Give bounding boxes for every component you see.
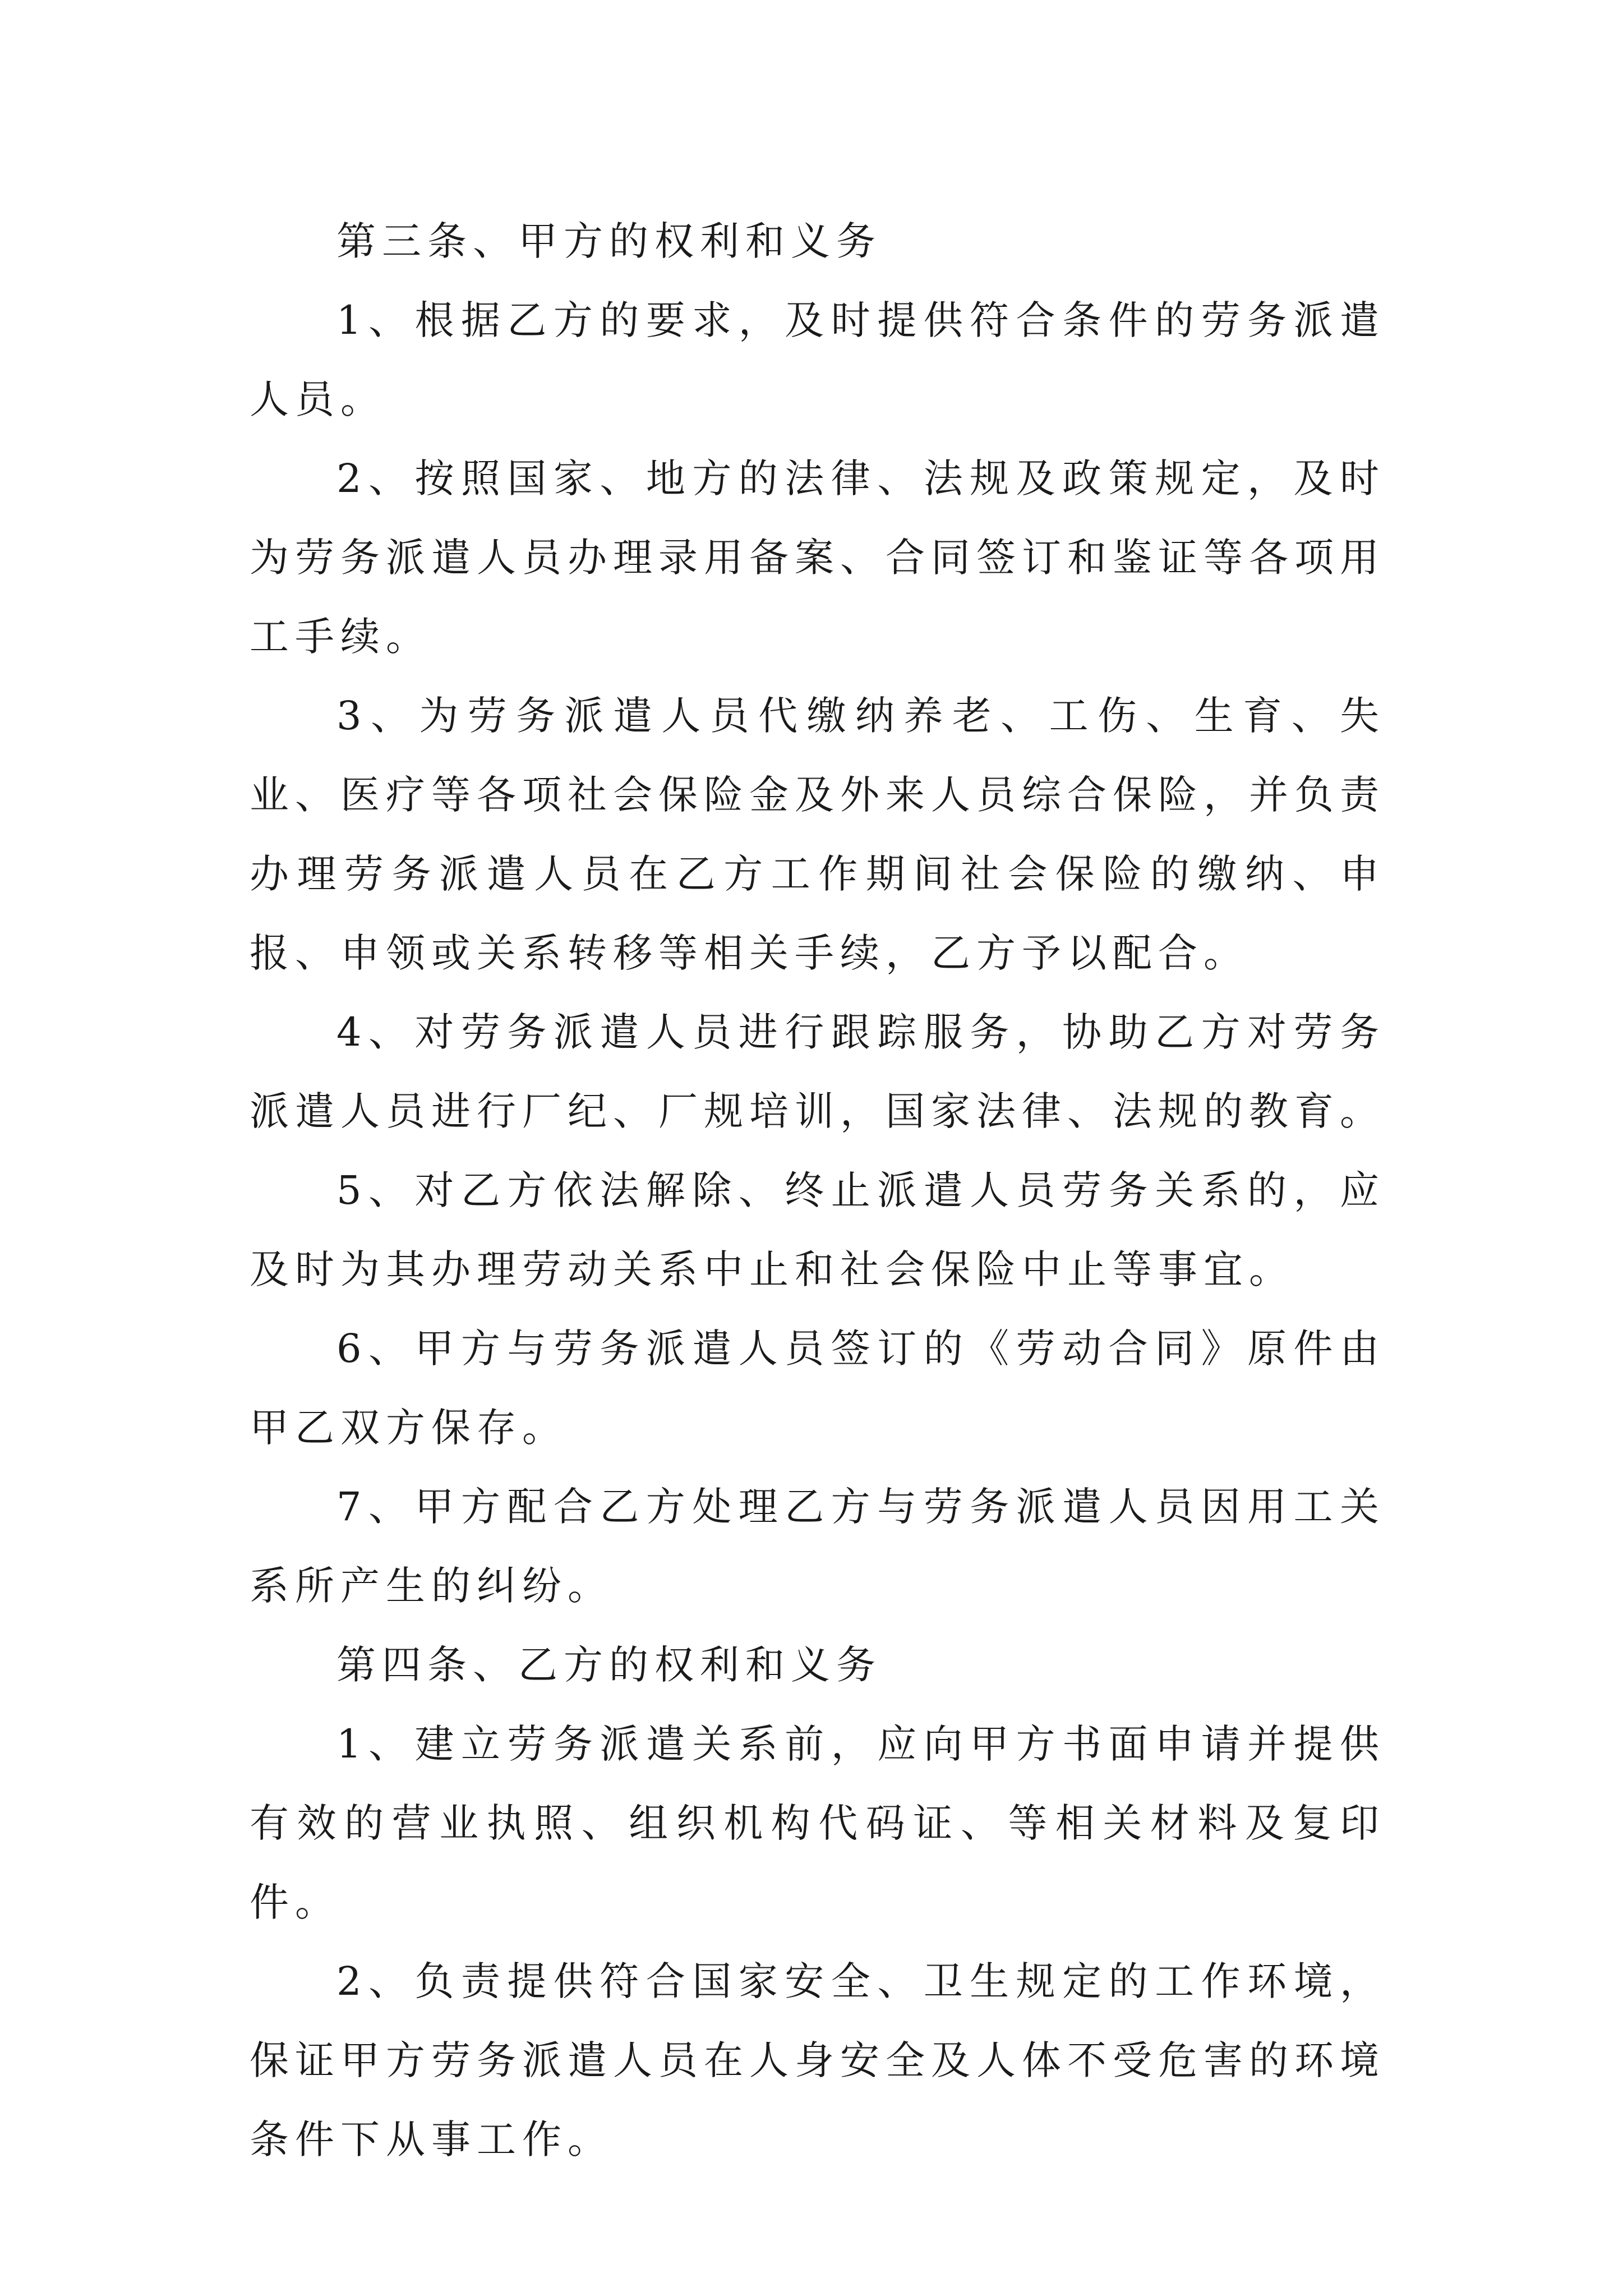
article-3-clause-6: 6、甲方与劳务派遣人员签订的《劳动合同》原件由甲乙双方保存。 <box>250 1326 1385 1451</box>
article-3-clause-5: 5、对乙方依法解除、终止派遣人员劳务关系的，应及时为其办理劳动关系中止和社会保险中止等事宜。 <box>250 1167 1385 1292</box>
article-4-clause-2: 2、负责提供符合国家安全、卫生规定的工作环境，保证甲方劳务派遣人员在人身安全及人体不受危害的环境条件下从事工作。 <box>250 1958 1385 2162</box>
article-3-clause-1: 1、根据乙方的要求，及时提供符合条件的劳务派遣人员。 <box>250 297 1385 422</box>
article-4-heading: 第四条、乙方的权利和义务 <box>336 1642 882 1688</box>
article-3-clause-3: 3、为劳务派遣人员代缴纳养老、工伤、生育、失业、医疗等各项社会保险金及外来人员综合保险，并负责办理劳务派遣人员在乙方工作期间社会保险的缴纳、申报、申领或关系转移等相关手续，乙方予以配合。 <box>250 693 1385 976</box>
article-3-clause-2: 2、按照国家、地方的法律、法规及政策规定，及时为劳务派遣人员办理录用备案、合同签订和鉴证等各项用工手续。 <box>250 455 1385 660</box>
article-4-clause-1: 1、建立劳务派遣关系前，应向甲方书面申请并提供有效的营业执照、组织机构代码证、等相关材料及复印件。 <box>250 1721 1385 1925</box>
document-page <box>250 202 1385 2179</box>
article-3-clause-4: 4、对劳务派遣人员进行跟踪服务，协助乙方对劳务派遣人员进行厂纪、厂规培训，国家法律、法规的教育。 <box>250 1009 1385 1134</box>
article-3-clause-7: 7、甲方配合乙方处理乙方与劳务派遣人员因用工关系所产生的纠纷。 <box>250 1484 1385 1609</box>
article-3-heading: 第三条、甲方的权利和义务 <box>336 218 882 264</box>
